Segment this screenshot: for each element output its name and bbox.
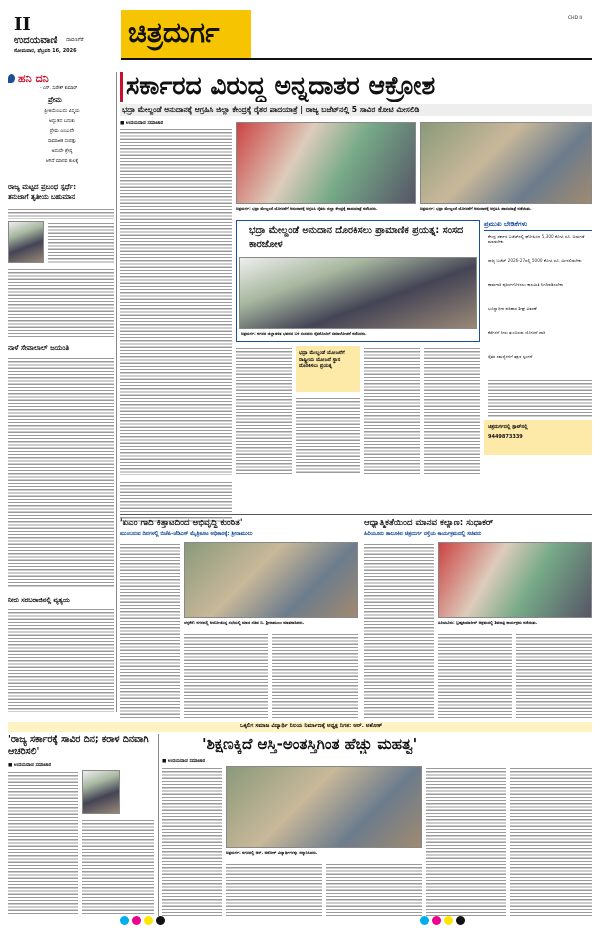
poem-line: ಅದುವೇ ಶ್ರೇಷ್ಠ: [51, 149, 73, 154]
highlights-rule: [484, 230, 592, 231]
body-text: [162, 766, 222, 916]
lead-caption-2: ಚಿತ್ರದುರ್ಗ: ಭದ್ರಾ ಮೇಲ್ದಂಡೆ ಯೋಜನೆಗೆ ಅನುದಾನಕ್ಕೆ ಆಗ್ರಹಿಸಿ ಪಾದಯಾತ್ರೆ ನಡೆಯಿತು.: [420, 206, 532, 211]
mid-story-2: [364, 518, 592, 718]
body-text: [236, 346, 292, 474]
hani-dani-title: ಹನಿ ದನಿ: [18, 72, 49, 85]
body-text: [8, 607, 114, 712]
left-story-3-headline: ನೀರು ಸರಬರಾಜಿನಲ್ಲಿ ವ್ಯತ್ಯಯ: [8, 596, 70, 604]
hani-dani-box: [8, 72, 114, 178]
lead-headline: ಸರ್ಕಾರದ ವಿರುದ್ಧ ಅನ್ನದಾತರ ಆಕ್ರೋಶ: [126, 71, 436, 100]
body-text: [426, 766, 506, 916]
body-text: [424, 346, 480, 474]
body-text: [8, 356, 114, 588]
bottom-story-2-headline: 'ಶಿಕ್ಷಣಕ್ಕಿದೆ ಆಸ್ತಿ-ಅಂತಸ್ತಿಗಿಂತ ಹೆಚ್ಚು ಮಹತ್ವ': [202, 735, 418, 753]
bottom-story-1: [8, 734, 154, 916]
highlight-item: ಕೆರೆಗಳಿಗೆ ನೀರು ತುಂಬಿಸುವ ಯೋಜನೆ ಜಾರಿ: [488, 330, 546, 335]
bottom-divider: [158, 734, 159, 916]
bottom-story-2-byline: ■ ಉದಯವಾಣಿ ಸಮಾಚಾರ: [162, 759, 206, 764]
mid-story-1-subhead: ಮುಂಬರುವ ದಿನಗಳಲ್ಲಿ ಬಿಜೆಪಿ-ಜೆಡಿಎಸ್ ಮೈತ್ರಿಕೂಟ ಅಧಿಕಾರಕ್ಕೆ: ಶ್ರೀರಾಮುಲು: [120, 531, 253, 537]
body-text: [120, 542, 180, 718]
lead-left-bar: [120, 72, 123, 102]
page-tag: CHD II: [568, 16, 583, 21]
poem-line: ಪ್ರೀತಿಯೆಂಬುದು ವಿಸ್ಮಯ: [44, 109, 80, 114]
body-text: [226, 862, 322, 916]
mid-rule: [120, 514, 592, 515]
highlights-box: [484, 220, 592, 455]
lead-subhead: ಭದ್ರಾ ಮೇಲ್ದಂಡೆ ಅನುದಾನಕ್ಕೆ ಆಗ್ರಹಿಸಿ ಜಿಲ್ಲಾ ಕೇಂದ್ರಕ್ಕೆ ರೈತರ ಪಾದಯಾತ್ರೆ | ರಾಜ್ಯ ಬಜೆಟ್‌ನಲ್ಲಿ 5 ಸಾವಿರ ಕೋಟಿ ಮೀಸಲಿಡಿ: [122, 105, 420, 114]
body-text: [326, 862, 422, 916]
poem-line: ಪ್ರೇಮ ಎಂಬುದೇ: [49, 129, 75, 134]
registration-mark: [144, 916, 153, 925]
portrait-photo: [8, 221, 44, 263]
left-story-2-headline: ನಾಳೆ ಸೇವಾಲಾಲ್ ಜಯಂತಿ: [8, 344, 70, 352]
mid-story-1-photo: [184, 542, 358, 618]
poem-line: ಆಗಿದೆ ಮಾನವ ಕುಲಕ್ಕೆ: [45, 159, 79, 164]
inset-caption: ಚಿತ್ರದುರ್ಗ: ನಗರದ ಜಿಲ್ಲಾಡಳಿತ ಭವನದ ಬಳಿ ಸಂಸದರು ರೈತರೊಂದಿಗೆ ಸಮಾಲೋಚನೆ ನಡೆಸಿದರು.: [241, 331, 367, 336]
body-text: [510, 766, 592, 916]
highlight-item: ರೈತರ ಸಮಸ್ಯೆಗಳಿಗೆ ತಕ್ಷಣ ಸ್ಪಂದನೆ: [488, 354, 533, 359]
body-text: [364, 346, 420, 474]
body-text: [48, 221, 114, 263]
edition-label: ದಾವಣಗೆರೆ: [66, 37, 84, 43]
inset-story-box: [236, 220, 480, 342]
left-story-1-headline: ರಾಜ್ಯ ಮಟ್ಟದ ಪ್ರಬಂಧ ಸ್ಪರ್ಧೆ:: [8, 183, 77, 191]
body-text: [438, 632, 512, 718]
bottom-story-1-byline: ■ ಉದಯವಾಣಿ ಸಮಾಚಾರ: [8, 763, 52, 768]
bottom-story-1-headline: 'ರಾಜ್ಯ ಸರ್ಕಾರಕ್ಕೆ ಸಾವಿರ ದಿನ; ಕರಾಳ ದಿನವಾಗಿ ಆಚರಿಸಲಿ': [8, 734, 149, 757]
inset-body: [236, 346, 480, 474]
lead-photo-2: [420, 122, 592, 204]
ad-text: ಚಿತ್ರದುರ್ಗದಲ್ಲಿ ಸ್ಪಾಟ್‌ನಲ್ಲಿ: [488, 425, 528, 430]
highlight-item: ಕೇಂದ್ರ ಸರ್ಕಾರ ಬಜೆಟ್‌ನಲ್ಲಿ ಘೋಷಿಸಿದ 5,300 ಕೋಟಿ ರೂ. ಬಿಡುಗಡೆ ಮಾಡಬೇಕು: [488, 234, 585, 245]
mid-story-1: [120, 518, 358, 718]
registration-mark: [120, 916, 129, 925]
body-text: [364, 542, 434, 718]
banner-line: ಒಕ್ಕಲಿಗ ಸಮಾಜ ವಿದ್ಯಾರ್ಥಿ ನಿಲಯ ನಿರ್ಮಾಣಕ್ಕೆ ಅಧ್ಯಕ್ಷ ನಿಗತ: ಆರ್. ಅಶೋಕ್: [240, 723, 383, 729]
body-text: [8, 207, 114, 219]
lead-body: [120, 120, 232, 475]
inset-headline: ಭದ್ರಾ ಮೇಲ್ದಂಡೆ ಅನುದಾನ ದೊರಕಿಸಲು ಪ್ರಾಮಾಣಿಕ ಪ್ರಯತ್ನ: ಸಂಸದ ಕಾರಜೋಳ: [249, 225, 464, 250]
masthead-rule: [121, 58, 592, 60]
quote-text: ಭದ್ರಾ ಮೇಲ್ದಂಡೆ ಯೋಜನೆಗೆ ರಾಷ್ಟ್ರೀಯ ಯೋಜನೆ ಸ್ಥಾನ ದೊರಕಿಸಲು ಪ್ರಯತ್ನ: [299, 350, 345, 369]
body-text: [120, 480, 232, 522]
highlights-title: ಪ್ರಮುಖ ಬೇಡಿಕೆಗಳು: [484, 220, 528, 228]
drop-icon: [8, 74, 15, 83]
left-story-2: [8, 344, 114, 592]
bottom-story-2: [162, 734, 592, 916]
mid-story-2-caption: ಹಿರಿಯೂರು: ಬ್ರಹ್ಮಕುಮಾರೀಸ್ ಆಶ್ರಮದಲ್ಲಿ ಶಿವರಾತ್ರಿ ಕಾರ್ಯಕ್ರಮ ನಡೆಯಿತು.: [438, 620, 538, 625]
column-divider: [116, 72, 117, 712]
body-text: [296, 396, 360, 474]
mid-story-2-subhead: ಹಿರಿಯೂರು ತಾಲೂಕಿನ ಚಿತ್ರದುರ್ಗ ರಸ್ತೆಯ ಕಾರ್ಯಕ್ರಮದಲ್ಲಿ ಸಚಿವರು: [364, 531, 482, 537]
date-line: ಸೋಮವಾರ, ಫೆಬ್ರವರಿ 16, 2026: [14, 48, 77, 54]
registration-mark: [132, 916, 141, 925]
mid-story-2-photo: [438, 542, 592, 618]
body-text: [82, 818, 154, 916]
mid-story-2-headline: ಆಧ್ಯಾತ್ಮಿಕತೆಯಿಂದ ಮಾನವ ಕಲ್ಯಾಣ: ಸುಧಾಕರ್: [364, 518, 494, 528]
inset-photo: [239, 257, 477, 329]
poem-heading: ಪ್ರೇಮ: [48, 96, 62, 104]
body-text: [120, 127, 232, 475]
highlight-item: ರಾಜ್ಯ ಬಜೆಟ್ 2026-27ರಲ್ಲಿ 5000 ಕೋಟಿ ರೂ. ಮೀಸಲಿಡಬೇಕು: [488, 258, 582, 263]
registration-mark: [156, 916, 165, 925]
ad-phone: 9449873339: [488, 434, 523, 440]
registration-mark: [444, 916, 453, 925]
body-text: [184, 632, 268, 718]
lead-byline: ■ ಉದಯವಾಣಿ ಸಮಾಚಾರ: [120, 121, 164, 126]
masthead: [8, 10, 592, 68]
highlight-item: ಭೂಸ್ವಾಧೀನ ಪರಿಹಾರ ಶೀಘ್ರ ವಿತರಣೆ: [488, 306, 537, 311]
left-story-3: [8, 596, 114, 712]
mid-story-1-headline: 'ಏಎಂ ಗಾದಿ ಕಿತ್ತಾಟದಿಂದ ಅಭಿವೃದ್ಧಿ ಕುಂಠಿತ': [120, 518, 243, 528]
lead-photo-1: [236, 122, 416, 204]
bottom-story-2-photo: [226, 766, 422, 848]
paper-name: ಉದಯವಾಣಿ: [14, 35, 58, 46]
body-text: [8, 770, 78, 916]
mid-story-1-caption: ಚಳ್ಳಕೆರೆ: ನಗರದಲ್ಲಿ ಆಯೋಜಿಸಿದ್ದ ಸಭೆಯಲ್ಲಿ ಮಾಜಿ ಸಚಿವ ಬಿ. ಶ್ರೀರಾಮುಲು ಮಾತನಾಡಿದರು.: [184, 620, 305, 625]
page-number: II: [14, 14, 31, 35]
hani-dani-author: - ಎನ್. ಸುರೇಶ್ ಕುಮಾರ್: [40, 86, 78, 91]
body-text: [8, 267, 114, 337]
body-text: [488, 378, 592, 418]
left-story-1-subhead: ತನುಜಾಗೆ ತೃತೀಯ ಬಹುಮಾನ: [8, 193, 75, 201]
registration-mark: [420, 916, 429, 925]
body-text: [272, 632, 358, 718]
registration-mark: [432, 916, 441, 925]
lead-caption-1: ಚಿತ್ರದುರ್ಗ: ಭದ್ರಾ ಮೇಲ್ದಂಡೆ ಯೋಜನೆಗೆ ಅನುದಾನಕ್ಕೆ ಆಗ್ರಹಿಸಿ ರೈತರು ಜಿಲ್ಲಾ ಕೇಂದ್ರಕ್ಕೆ ಪಾದಯಾತ್ರೆ ನಡೆಸಿದರು.: [236, 206, 378, 211]
bottom-story-1-photo: [82, 770, 120, 814]
highlight-item: ಕಾಮಗಾರಿ ಪೂರ್ಣಗೊಳಿಸಲು ಕಾಲಮಿತಿ ನಿಗದಿಪಡಿಸಬೇಕು: [488, 282, 564, 287]
poem-line: ಸಾಮಾಜಿಕ ಸಂಪತ್ತು: [47, 139, 77, 144]
left-story-1: [8, 183, 114, 338]
section-title: ಚಿತ್ರದುರ್ಗ: [128, 16, 220, 49]
registration-mark: [456, 916, 465, 925]
bottom-story-2-caption: ಚಿತ್ರದುರ್ಗ: ನಗರದಲ್ಲಿ ಆರ್. ಅಶೋಕ್ ವಿದ್ಯಾರ್ಥಿಗಳನ್ನು ಸನ್ಮಾನಿಸಿದರು.: [226, 850, 318, 855]
poem-line: ಅದ್ಭುತದ ಬದುಕು: [49, 119, 75, 124]
body-text: [516, 632, 592, 718]
